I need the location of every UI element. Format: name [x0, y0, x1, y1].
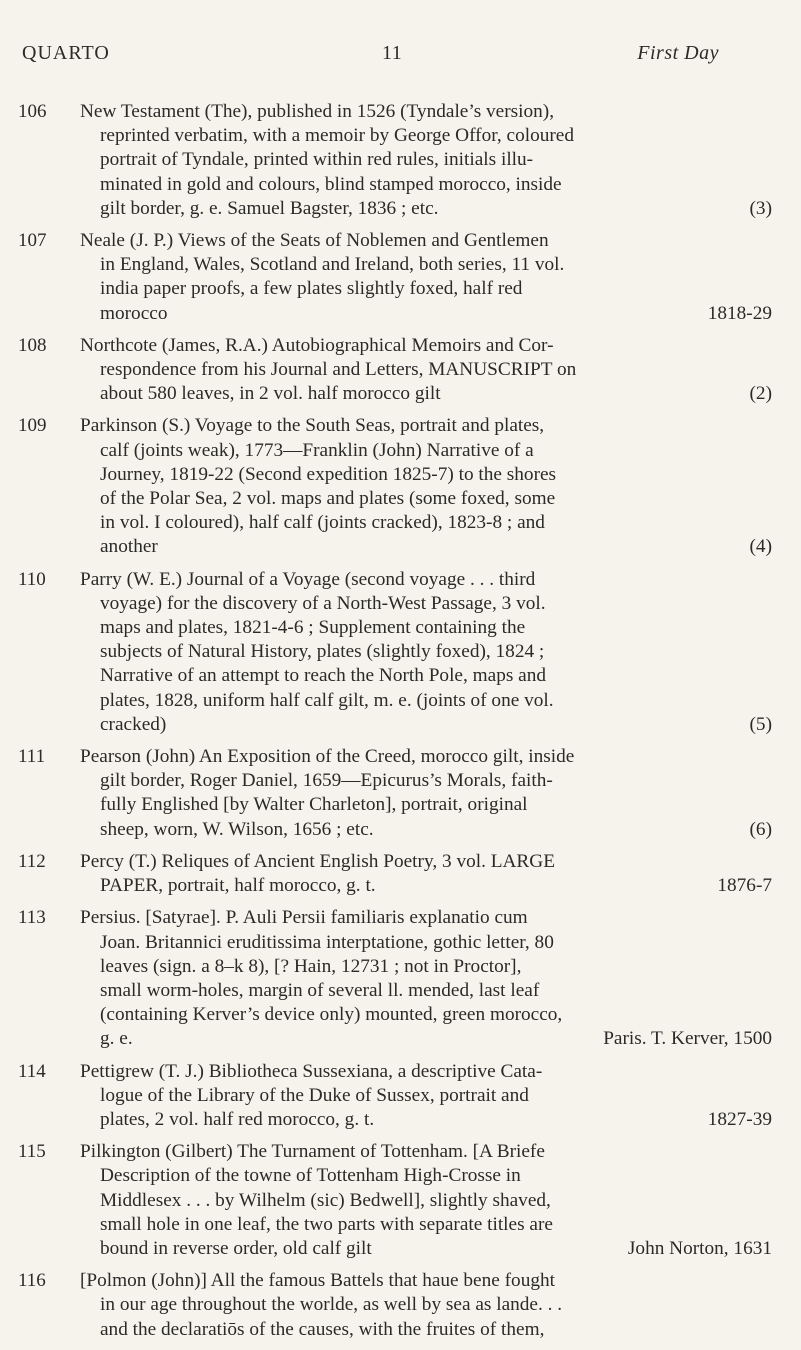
line-text: calf (joints weak), 1773—Franklin (John) Narrative of a — [100, 439, 534, 461]
lot-entry — [0, 850, 801, 898]
lot-imprint: (6) — [749, 818, 772, 840]
description-line — [80, 148, 772, 172]
line-text: fully Englished [by Walter Charleton], portrait, original — [100, 794, 528, 816]
line-text: cracked) — [100, 713, 167, 735]
line-text: gilt border, Roger Daniel, 1659—Epicurus’s Morals, faith- — [100, 770, 553, 792]
description-line — [80, 769, 772, 793]
description-line — [80, 197, 772, 221]
description-line — [80, 535, 772, 559]
lot-description — [80, 745, 772, 842]
line-text: Narrative of an attempt to reach the North Pole, maps and — [100, 665, 546, 687]
lot-entry — [0, 568, 801, 737]
description-line — [80, 793, 772, 817]
lot-description — [80, 568, 772, 737]
description-line — [80, 414, 772, 438]
description-line — [80, 334, 772, 358]
description-line — [80, 302, 772, 326]
description-line — [80, 616, 772, 640]
line-text: bound in reverse order, old calf gilt — [100, 1237, 372, 1259]
lot-entry — [0, 414, 801, 559]
description-line — [80, 173, 772, 197]
description-line — [80, 358, 772, 382]
description-line — [80, 1027, 772, 1051]
description-line — [80, 1237, 772, 1261]
description-line — [80, 818, 772, 842]
lot-number: 106 — [18, 101, 47, 122]
page-number: 11 — [382, 42, 403, 64]
lot-description — [80, 100, 772, 221]
description-line — [80, 124, 772, 148]
description-line — [80, 689, 772, 713]
line-text: small worm-holes, margin of several ll. mended, last leaf — [100, 979, 540, 1001]
line-text: in vol. I coloured), half calf (joints cracked), 1823-8 ; and — [100, 512, 545, 534]
lot-description — [80, 229, 772, 326]
line-text: in England, Wales, Scotland and Ireland, both series, 11 vol. — [100, 254, 565, 276]
lot-description — [80, 1269, 772, 1342]
line-text: Pettigrew (T. J.) Bibliotheca Sussexiana, a descriptive Cata- — [80, 1060, 543, 1082]
description-line — [80, 1318, 772, 1342]
line-text: Northcote (James, R.A.) Autobiographical Memoirs and Cor- — [80, 334, 554, 356]
line-text: g. e. — [100, 1028, 133, 1050]
lot-number: 109 — [18, 415, 47, 437]
description-line — [80, 745, 772, 769]
description-line — [80, 382, 772, 406]
description-line — [80, 1084, 772, 1108]
description-line — [80, 511, 772, 535]
line-text: Persius. [Satyrae]. P. Auli Persii familiaris explanatio cum — [80, 907, 528, 929]
line-text: (containing Kerver’s device only) mounted, green morocco, — [100, 1004, 563, 1026]
description-line — [80, 1140, 772, 1164]
lot-entry — [0, 745, 801, 842]
line-text: morocco — [100, 302, 168, 324]
lot-number: 116 — [18, 1270, 46, 1292]
line-text: [Polmon (John)] All the famous Battels that haue bene fought — [80, 1270, 555, 1292]
line-text: Parkinson (S.) Voyage to the South Seas, portrait and plates, — [80, 415, 545, 437]
description-line — [80, 906, 772, 930]
line-text: minated in gold and colours, blind stamped morocco, inside — [100, 173, 562, 195]
lot-imprint: Paris. T. Kerver, 1500 — [603, 1028, 772, 1050]
line-text: Parry (W. E.) Journal of a Voyage (second voyage . . . third — [80, 568, 536, 590]
lot-description — [80, 1060, 772, 1133]
description-line — [80, 1108, 772, 1132]
description-line — [80, 1293, 772, 1317]
description-line — [80, 640, 772, 664]
lot-imprint: (4) — [749, 536, 772, 558]
description-line — [80, 592, 772, 616]
line-text: Pearson (John) An Exposition of the Creed, morocco gilt, inside — [80, 746, 575, 768]
line-text: Neale (J. P.) Views of the Seats of Noblemen and Gentlemen — [80, 230, 549, 252]
lot-imprint: (3) — [749, 197, 772, 219]
description-line — [80, 979, 772, 1003]
lot-number: 108 — [18, 334, 47, 356]
description-line — [80, 874, 772, 898]
description-line — [80, 850, 772, 874]
lot-entry — [0, 1269, 801, 1342]
lot-description — [80, 414, 772, 559]
description-line — [80, 229, 772, 253]
lot-entry — [0, 100, 801, 221]
description-line — [80, 1213, 772, 1237]
lot-imprint: 1827-39 — [707, 1108, 772, 1130]
line-text: voyage) for the discovery of a North-West Passage, 3 vol. — [100, 592, 546, 614]
lot-imprint: 1876-7 — [717, 875, 772, 897]
header-format: QUARTO — [22, 42, 110, 64]
lot-entry — [0, 906, 801, 1051]
line-text: Pilkington (Gilbert) The Turnament of Tottenham. [A Briefe — [80, 1141, 545, 1163]
description-line — [80, 931, 772, 955]
lot-description — [80, 1140, 772, 1261]
lot-number: 115 — [18, 1141, 46, 1163]
line-text: india paper proofs, a few plates slightly foxed, half red — [100, 278, 523, 300]
lot-list — [0, 100, 801, 1350]
lot-number: 110 — [18, 568, 46, 590]
description-line — [80, 955, 772, 979]
description-line — [80, 1003, 772, 1027]
lot-imprint: (2) — [749, 383, 772, 405]
lot-entry — [0, 229, 801, 326]
lot-description — [80, 906, 772, 1051]
description-line — [80, 277, 772, 301]
line-text: small hole in one leaf, the two parts with separate titles are — [100, 1213, 553, 1235]
line-text: and the declaratiōs of the causes, with the fruites of them, — [100, 1318, 545, 1340]
line-text: Journey, 1819-22 (Second expedition 1825-7) to the shores — [100, 463, 557, 485]
description-line — [80, 1164, 772, 1188]
line-text: sheep, worn, W. Wilson, 1656 ; etc. — [100, 818, 374, 840]
line-text: gilt border, g. e. Samuel Bagster, 1836 ; etc. — [100, 197, 439, 219]
running-header — [0, 42, 801, 74]
line-text: portrait of Tyndale, printed within red rules, initials illu- — [100, 149, 534, 171]
lot-number: 114 — [18, 1060, 46, 1082]
line-text: plates, 2 vol. half red morocco, g. t. — [100, 1108, 375, 1130]
description-line — [80, 1269, 772, 1293]
description-line — [80, 463, 772, 487]
lot-imprint: John Norton, 1631 — [627, 1237, 772, 1259]
lot-entry — [0, 334, 801, 407]
lot-number: 113 — [18, 907, 46, 929]
line-text: Joan. Britannici eruditissima interptatione, gothic letter, 80 — [100, 931, 554, 953]
description-line — [80, 439, 772, 463]
line-text: of the Polar Sea, 2 vol. maps and plates (some foxed, some — [100, 488, 556, 510]
lot-description — [80, 334, 772, 407]
line-text: leaves (sign. a 8–k 8), [? Hain, 12731 ; not in Proctor], — [100, 955, 522, 977]
description-line — [80, 568, 772, 592]
header-sale-day: First Day — [637, 42, 719, 64]
lot-entry — [0, 1060, 801, 1133]
lot-entry — [0, 1140, 801, 1261]
description-line — [80, 664, 772, 688]
description-line — [80, 253, 772, 277]
description-line — [80, 713, 772, 737]
lot-imprint: 1818-29 — [707, 302, 772, 324]
line-text: plates, 1828, uniform half calf gilt, m. e. (joints of one vol. — [100, 689, 554, 711]
line-text: Middlesex . . . by Wilhelm (sic) Bedwell], slightly shaved, — [100, 1189, 551, 1211]
line-text: subjects of Natural History, plates (slightly foxed), 1824 ; — [100, 641, 545, 663]
line-text: logue of the Library of the Duke of Sussex, portrait and — [100, 1084, 529, 1106]
line-text: another — [100, 536, 158, 558]
description-line — [80, 100, 772, 124]
lot-imprint: (5) — [749, 713, 772, 735]
line-text: about 580 leaves, in 2 vol. half morocco gilt — [100, 383, 441, 405]
line-text: Description of the towne of Tottenham High-Crosse in — [100, 1165, 521, 1187]
line-text: reprinted verbatim, with a memoir by George Offor, coloured — [100, 125, 574, 147]
line-text: in our age throughout the worlde, as well by sea as lande. . . — [100, 1294, 563, 1316]
line-text: maps and plates, 1821-4-6 ; Supplement containing the — [100, 617, 526, 639]
description-line — [80, 1189, 772, 1213]
line-text: PAPER, portrait, half morocco, g. t. — [100, 875, 376, 897]
lot-number: 111 — [18, 746, 46, 768]
lot-description — [80, 850, 772, 898]
line-text: respondence from his Journal and Letters, MANUSCRIPT on — [100, 359, 577, 381]
line-text: Percy (T.) Reliques of Ancient English Poetry, 3 vol. LARGE — [80, 850, 555, 872]
line-text: New Testament (The), published in 1526 (Tyndale’s version), — [80, 101, 555, 122]
description-line — [80, 1060, 772, 1084]
description-line — [80, 487, 772, 511]
lot-number: 112 — [18, 850, 46, 872]
lot-number: 107 — [18, 230, 47, 252]
